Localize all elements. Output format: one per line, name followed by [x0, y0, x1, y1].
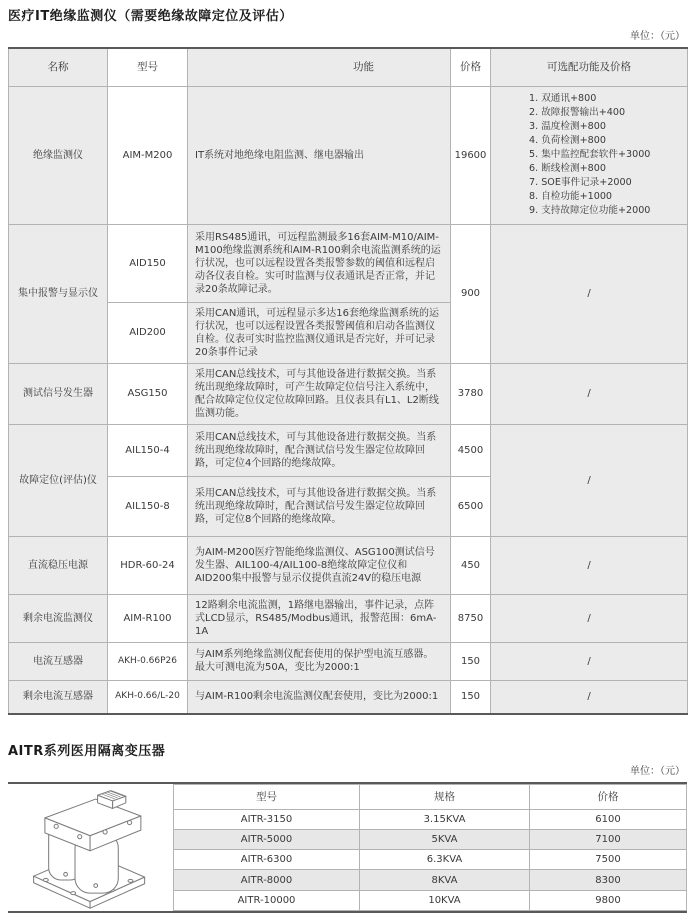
row-residual-monitor	[9, 594, 688, 642]
section1-unit-label: 单位：（元）	[630, 31, 685, 42]
cell-options: /	[491, 594, 688, 642]
cell-price: 900	[451, 224, 491, 363]
section2-title: AITR系列医用隔离变压器	[8, 744, 166, 759]
cell-price: 6100	[530, 809, 687, 829]
cell-model: AIL150-4	[108, 424, 188, 476]
row-alarm-display-aid150	[9, 224, 688, 302]
cell-function: 与AIM-R100剩余电流监测仪配套使用，变比为2000:1	[188, 680, 451, 714]
transformer-illustration	[8, 784, 173, 911]
section1-title: 医疗IT绝缘监测仪（需要绝缘故障定位及评估）	[8, 9, 293, 24]
cell-price: 9800	[530, 890, 687, 910]
cell-model: AKH-0.66P26	[108, 642, 188, 680]
col-header-function: 功能	[188, 48, 451, 86]
col-header-price: 价格	[451, 48, 491, 86]
cell-price: 19600	[451, 86, 491, 224]
cell-spec: 8KVA	[360, 870, 530, 890]
row-dc-power	[9, 536, 688, 594]
cell-function: 采用CAN总线技术，可与其他设备进行数据交换。当系统出现绝缘故障时，配合测试信号发生器定位故障回路，可定位4个回路的绝缘故障。	[188, 424, 451, 476]
cell-spec: 5KVA	[360, 829, 530, 849]
cell-price: 150	[451, 642, 491, 680]
cell-price: 8750	[451, 594, 491, 642]
row-insulation-monitor	[9, 86, 688, 224]
cell-function: 与AIM系列绝缘监测仪配套使用的保护型电流互感器。最大可测电流为50A，变比为2000:1	[188, 642, 451, 680]
cell-name: 绝缘监测仪	[9, 86, 108, 224]
cell-model: HDR-60-24	[108, 536, 188, 594]
cell-price: 6500	[451, 476, 491, 536]
option-item: 5. 集中监控配套软件+3000	[529, 149, 651, 160]
section-medical-it	[8, 8, 687, 715]
cell-model: AITR-5000	[174, 829, 360, 849]
cell-function: 采用CAN总线技术，可与其他设备进行数据交换。当系统出现绝缘故障时，配合测试信号发生器定位故障回路，可定位8个回路的绝缘故障。	[188, 476, 451, 536]
cell-model: AID200	[108, 302, 188, 363]
cell-function: 12路剩余电流监测，1路继电器输出，事件记录，点阵式LCD显示，RS485/Modbus通讯，报警范围：6mA-1A	[188, 594, 451, 642]
section2-unit-label: 单位：（元）	[630, 766, 685, 777]
cell-price: 8300	[530, 870, 687, 890]
cell-price: 4500	[451, 424, 491, 476]
option-item: 7. SOE事件记录+2000	[529, 177, 632, 188]
row-aitr-8000	[174, 870, 687, 890]
cell-options: /	[491, 424, 688, 536]
cell-model: AITR-10000	[174, 890, 360, 910]
row-fault-locator-ail150-4	[9, 424, 688, 476]
option-item: 6. 断线检测+800	[529, 163, 606, 174]
cell-model: AIM-R100	[108, 594, 188, 642]
cell-model: AITR-8000	[174, 870, 360, 890]
cell-model: AID150	[108, 224, 188, 302]
cell-name: 直流稳压电源	[9, 536, 108, 594]
cell-model: AKH-0.66/L-20	[108, 680, 188, 714]
section-aitr-transformer	[8, 743, 687, 913]
medical-it-price-table	[8, 47, 688, 715]
cell-model: ASG150	[108, 363, 188, 424]
option-item: 9. 支持故障定位功能+2000	[529, 205, 651, 216]
cell-price: 450	[451, 536, 491, 594]
cell-name: 集中报警与显示仪	[9, 224, 108, 363]
col-header-model: 型号	[174, 785, 360, 810]
transformer-price-table	[173, 784, 687, 911]
cell-name: 电流互感器	[9, 642, 108, 680]
cell-name: 故障定位(评估)仪	[9, 424, 108, 536]
row-aitr-3150	[174, 809, 687, 829]
option-item: 3. 温度检测+800	[529, 121, 606, 132]
cell-spec: 6.3KVA	[360, 850, 530, 870]
cell-price: 7100	[530, 829, 687, 849]
cell-model: AIM-M200	[108, 86, 188, 224]
option-item: 2. 故障报警输出+400	[529, 107, 626, 118]
col-header-options: 可选配功能及价格	[491, 48, 688, 86]
cell-options: /	[491, 536, 688, 594]
table-header-row	[9, 48, 688, 86]
row-aitr-6300	[174, 850, 687, 870]
row-current-transformer	[9, 642, 688, 680]
col-header-name: 名称	[9, 48, 108, 86]
cell-model: AITR-3150	[174, 809, 360, 829]
row-residual-ct	[9, 680, 688, 714]
col-header-spec: 规格	[360, 785, 530, 810]
cell-price: 150	[451, 680, 491, 714]
col-header-price: 价格	[530, 785, 687, 810]
col-header-model: 型号	[108, 48, 188, 86]
table-header-row	[174, 785, 687, 810]
cell-options: /	[491, 363, 688, 424]
cell-function: 采用RS485通讯，可远程监测最多16套AIM-M10/AIM-M100绝缘监测系统和AIM-R100剩余电流监测系统的运行状况，也可以远程设置各类报警参数的阈值和远程启动各仪表自检。实可时监测与仪表通讯是否正常，并记录20条故障记录。	[188, 224, 451, 302]
cell-spec: 3.15KVA	[360, 809, 530, 829]
cell-price: 3780	[451, 363, 491, 424]
option-item: 4. 负荷检测+800	[529, 135, 606, 146]
cell-function: 采用CAN通讯，可远程显示多达16套绝缘监测系统的运行状况，也可以远程设置各类报警阈值和启动各监测仪自检。仪表可实时监控监测仪通讯是否完好，并可记录20条事件记录	[188, 302, 451, 363]
option-item: 1. 双通讯+800	[529, 93, 597, 104]
cell-options: /	[491, 642, 688, 680]
cell-price: 7500	[530, 850, 687, 870]
cell-function: 采用CAN总线技术，可与其他设备进行数据交换。当系统出现绝缘故障时，可产生故障定位信号注入系统中，配合故障定位仪定位故障回路。且仪表具有L1、L2断线监测功能。	[188, 363, 451, 424]
cell-name: 剩余电流互感器	[9, 680, 108, 714]
cell-options-list	[491, 86, 688, 224]
cell-function: 为AIM-M200医疗智能绝缘监测仪、ASG100测试信号发生器、AIL100-4/AIL100-8绝缘故障定位仪和AID200集中报警与显示仪提供直流24V的稳压电源	[188, 536, 451, 594]
option-item: 8. 自检功能+1000	[529, 191, 613, 202]
cell-function: IT系统对地绝缘电阻监测、继电器输出	[188, 86, 451, 224]
transformer-table-wrap	[8, 782, 687, 913]
row-aitr-10000	[174, 890, 687, 910]
cell-name: 测试信号发生器	[9, 363, 108, 424]
cell-spec: 10KVA	[360, 890, 530, 910]
cell-options: /	[491, 680, 688, 714]
cell-options: /	[491, 224, 688, 363]
cell-model: AIL150-8	[108, 476, 188, 536]
cell-model: AITR-6300	[174, 850, 360, 870]
cell-name: 剩余电流监测仪	[9, 594, 108, 642]
row-signal-generator	[9, 363, 688, 424]
isolation-transformer-drawing	[20, 784, 162, 911]
row-aitr-5000	[174, 829, 687, 849]
